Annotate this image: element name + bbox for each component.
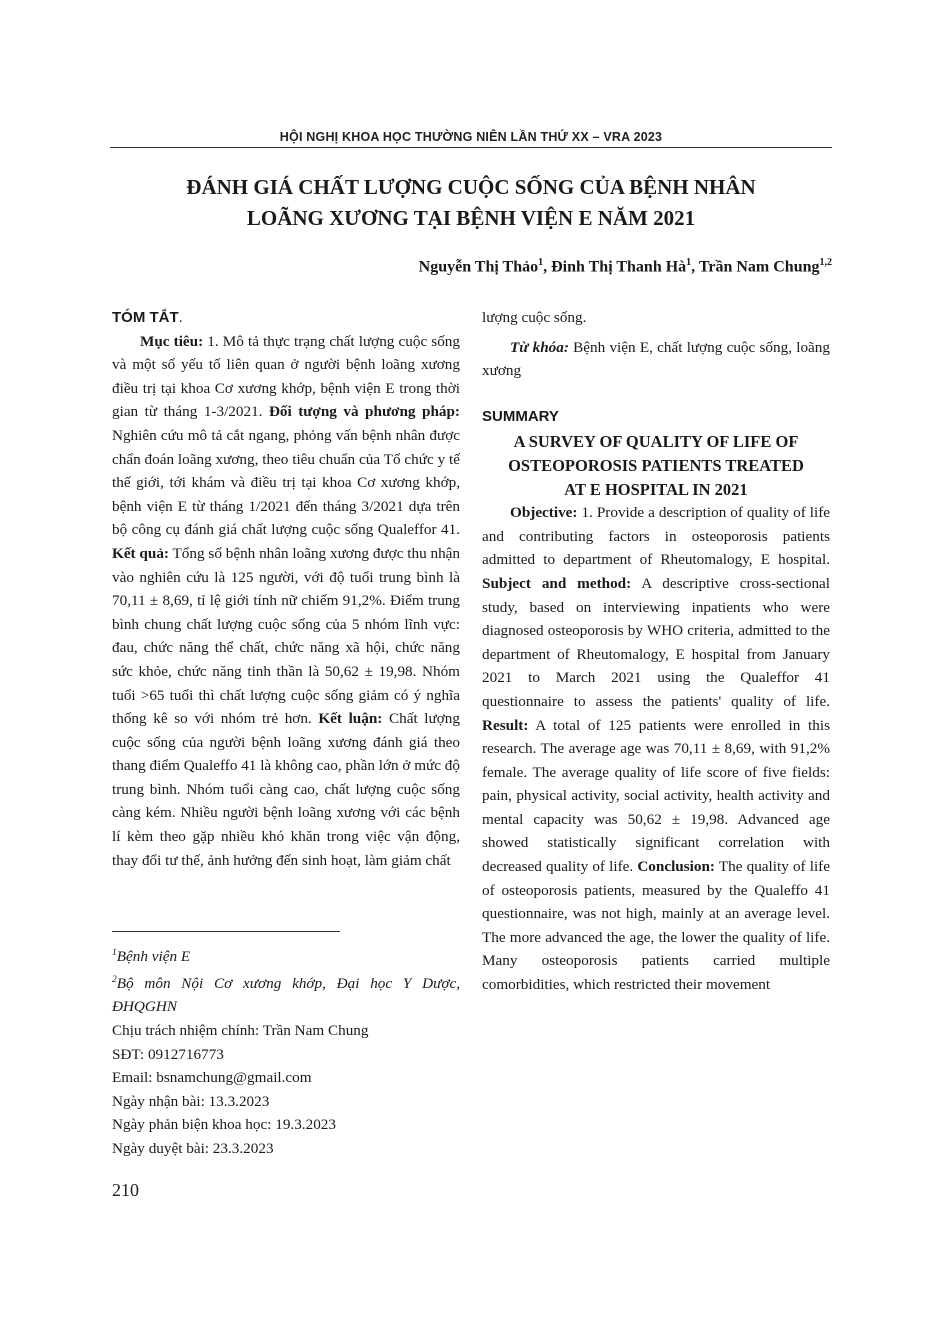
english-title-line-2: OSTEOPOROSIS PATIENTS TREATED	[508, 455, 804, 475]
abstract-vi-body	[112, 330, 460, 873]
article-title-line-2: LOÃNG XƯƠNG TẠI BỆNH VIỆN E NĂM 2021	[246, 206, 696, 230]
article-title	[110, 172, 832, 234]
author-list	[419, 257, 832, 276]
objective-text: 1. Mô tả thực trạng chất lượng cuộc sống và một số yếu tố liên quan ở người bệnh loãng xương điều trị tại khoa Cơ xương khớp, bệnh viện E trong thời gian từ tháng 1-3/2021.	[112, 332, 460, 421]
result-text: Tổng số bệnh nhân loãng xương được thu nhận vào nghiên cứu là 125 người, với độ tuổi trung bình là 70,11 ± 8,69, tỉ lệ giới tính nữ chiếm 91,2%. Điểm trung bình chung chất lượng cuộc sống của 5 nhóm lĩnh vực: đau, chức năng thể chất, chức năng xã hội, chức năng sức khỏe, chức năng tinh thần là 50,62 ± 19,98. Nhóm tuổi >65 tuổi thì chất lượng cuộc sống giảm có ý nghĩa thống kê so với nhóm trẻ hơn.	[112, 544, 460, 728]
en-method-label: Subject and method:	[482, 574, 632, 592]
footnote-phone: SĐT: 0912716773	[112, 1045, 224, 1063]
abstract-en-body	[482, 501, 830, 996]
left-column	[112, 306, 460, 893]
en-objective-text: 1. Provide a description of quality of life and contributing factors in osteoporosis patients admitted to department of Rheutomalogy, E hospital.	[482, 504, 830, 569]
footnote-affiliation-2	[112, 969, 460, 1019]
heading-period: .	[178, 309, 183, 326]
author-affiliation: 1	[538, 257, 544, 268]
author-separator: ,	[543, 258, 552, 276]
right-column-content	[482, 306, 830, 997]
result-label: Kết quả:	[112, 544, 169, 562]
summary-heading: SUMMARY	[482, 407, 559, 425]
en-objective-label: Objective:	[510, 504, 578, 522]
abstract-vi-heading	[112, 306, 460, 330]
footnote-email: Email: bsnamchung@gmail.com	[112, 1069, 312, 1087]
method-text: Nghiên cứu mô tả cắt ngang, phỏng vấn bệnh nhân được chẩn đoán loãng xương, theo tiêu chuẩn của Tổ chức y tế thế giới, tới khám và điều trị tại khoa Cơ xương khớp, bệnh viện E từ tháng 1/2021 đến tháng 3/2021 dựa trên bộ công cụ đánh giá chất lượng cuộc sống Qualeffor 41.	[112, 426, 460, 539]
footnote-affiliation-1	[112, 942, 460, 969]
footnote-sup: 2	[112, 974, 117, 985]
conclusion-label: Kết luận:	[318, 710, 383, 728]
keywords-label: Từ khóa:	[510, 338, 569, 356]
article-title-line-1: ĐÁNH GIÁ CHẤT LƯỢNG CUỘC SỐNG CỦA BỆNH NHÂN	[186, 175, 756, 199]
footnote-rule	[112, 931, 340, 932]
footnote-corresponding: Chịu trách nhiệm chính: Trần Nam Chung	[112, 1021, 369, 1039]
footnote-affiliation-2-text: Bộ môn Nội Cơ xương khớp, Đại học Y Dược, ĐHQGHN	[112, 974, 460, 1016]
author-affiliation: 1,2	[819, 257, 832, 268]
page-number: 210	[112, 1180, 139, 1200]
author-name: Nguyễn Thị Thảo	[418, 258, 539, 276]
abstract-vi-continuation	[482, 306, 830, 330]
author-separator: ,	[691, 258, 699, 276]
conclusion-text-continued: lượng cuộc sống.	[482, 309, 587, 326]
footnote-reviewed: Ngày phản biện khoa học: 19.3.2023	[112, 1116, 336, 1134]
en-method-text: A descriptive cross-sectional study, based on interviewing inpatients who were diagnosed osteoporosis by WHO criteria, admitted to the department of Rheutomalogy, E hospital from January 2021 to March 2021 using the Qualeffor 41 questionnaire to assess the patients' quality of life.	[482, 574, 831, 710]
en-result-text: A total of 125 patients were enrolled in this research. The average age was 70,11 ± 8,69, with 91,2% female. The average quality of life score of five fields: pain, physical activity, social activity, health activity and mental capacity was 50,62 ± 19,98. Advanced age showed statistically significant correlation with decreased quality of life.	[482, 716, 830, 876]
footnotes	[112, 942, 460, 1160]
keywords	[482, 336, 830, 383]
abstract-vi-heading-text: TÓM TẮT	[112, 309, 179, 326]
en-result-label: Result:	[482, 716, 529, 734]
footnote-accepted: Ngày duyệt bài: 23.3.2023	[112, 1139, 274, 1157]
keywords-text: Bệnh viện E, chất lượng cuộc sống, loãng xương	[482, 338, 830, 380]
method-label: Đối tượng và phương pháp:	[268, 403, 460, 421]
author-affiliation: 1	[686, 257, 692, 268]
footnote-received: Ngày nhận bài: 13.3.2023	[112, 1092, 270, 1110]
author-name: Trần Nam Chung	[698, 258, 820, 276]
en-conclusion-text: The quality of life of osteoporosis patients, measured by the Qualeffo 41 questionnaire, was not high, mainly at an average level. The more advanced the age, the lower the quality of life. Many osteoporosis patients carried multiple comorbidities, which restricted their movement	[482, 858, 830, 994]
running-header: HỘI NGHỊ KHOA HỌC THƯỜNG NIÊN LẦN THỨ XX – VRA 2023	[279, 130, 663, 144]
objective-label: Mục tiêu:	[140, 332, 204, 350]
header-rule	[110, 147, 832, 148]
english-title-line-1: A SURVEY OF QUALITY OF LIFE OF	[513, 432, 799, 452]
author-name: Đinh Thị Thanh Hà	[551, 258, 687, 276]
conclusion-text: Chất lượng cuộc sống của người bệnh loãng xương đánh giá theo thang điểm Qualeffo 41 là không cao, phần lớn ở mức độ trung bình. Nhóm tuổi càng cao, chất lượng cuộc sống càng kém. Nhiều người bệnh loãng xương với các bệnh lí kèm theo gặp nhiều khó khăn trong việc vận động, thay đổi tư thế, ảnh hưởng đến sinh hoạt, làm giảm chất	[112, 710, 460, 869]
footnote-affiliation-1-text: Bệnh viện E	[116, 948, 191, 966]
english-title-line-3: AT E HOSPITAL IN 2021	[564, 479, 748, 499]
en-conclusion-label: Conclusion:	[637, 858, 715, 876]
footnote-sup: 1	[112, 948, 117, 958]
